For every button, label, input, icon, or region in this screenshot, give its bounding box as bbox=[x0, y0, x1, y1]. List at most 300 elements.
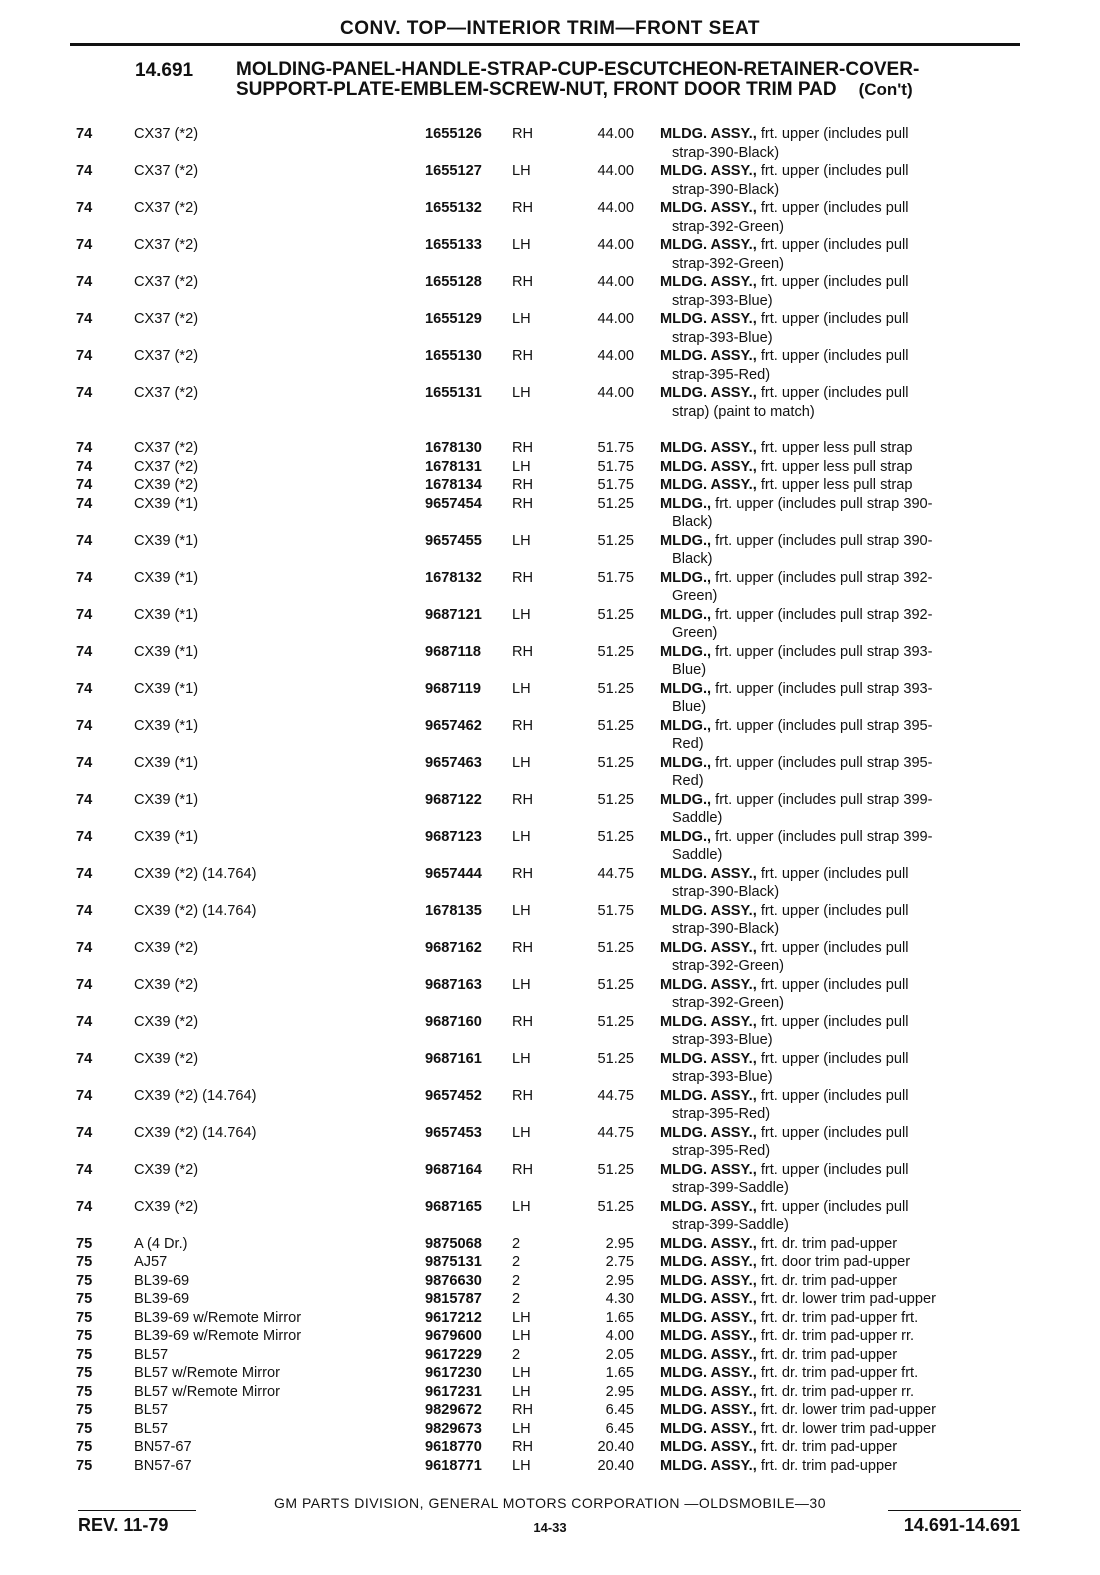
footer-publisher: GM PARTS DIVISION, GENERAL MOTORS CORPORATION —OLDSMOBILE—30 bbox=[274, 1495, 826, 1511]
description-line bbox=[660, 458, 1022, 477]
part-description bbox=[660, 939, 1022, 976]
table-row bbox=[0, 606, 1100, 643]
description-detail: frt. dr. trim pad-upper bbox=[760, 1439, 898, 1455]
model-usage: CX37 (*2) bbox=[134, 458, 199, 475]
description-detail: frt. dr. trim pad-upper rr. bbox=[760, 1328, 915, 1344]
list-price: 44.00 bbox=[597, 348, 634, 364]
description-name: MLDG. ASSY., bbox=[660, 1383, 757, 1400]
description-continuation: strap-393-Blue) bbox=[672, 292, 773, 309]
description-continuation: strap-392-Green) bbox=[672, 218, 784, 235]
description-line bbox=[660, 865, 1022, 884]
description-name: MLDG. ASSY., bbox=[660, 311, 757, 327]
side-quantity: RH bbox=[512, 1161, 534, 1178]
model-usage: BL57 bbox=[134, 1420, 169, 1437]
model-usage: CX39 (*1) bbox=[134, 606, 199, 623]
side-quantity: RH bbox=[512, 495, 534, 512]
model-usage: BN57-67 bbox=[134, 1457, 192, 1474]
table-row bbox=[0, 976, 1100, 1013]
list-price: 2.75 bbox=[605, 1254, 634, 1270]
part-description bbox=[660, 532, 1022, 569]
description-name: MLDG. ASSY., bbox=[660, 1272, 757, 1289]
part-number: 1655131 bbox=[425, 385, 482, 401]
description-continuation: Red) bbox=[672, 736, 704, 752]
list-price: 51.25 bbox=[597, 717, 634, 734]
description-detail: frt. upper (includes pull bbox=[760, 1198, 909, 1215]
illustration-key: 75 bbox=[76, 1291, 93, 1307]
part-number: 9815787 bbox=[425, 1291, 482, 1307]
description-name: MLDG. ASSY., bbox=[660, 1235, 757, 1252]
description-detail: frt. dr. lower trim pad-upper bbox=[760, 1291, 937, 1307]
part-description bbox=[660, 439, 1022, 458]
description-line bbox=[660, 1438, 1022, 1457]
list-price: 44.00 bbox=[597, 274, 634, 290]
list-price: 6.45 bbox=[605, 1420, 634, 1437]
description-name: MLDG. ASSY., bbox=[660, 274, 757, 290]
model-usage: CX39 (*1) bbox=[134, 569, 199, 586]
description-detail: frt. dr. trim pad-upper rr. bbox=[760, 1383, 915, 1400]
side-quantity: 2 bbox=[512, 1254, 521, 1270]
description-detail: frt. upper (includes pull bbox=[760, 237, 909, 253]
table-row bbox=[0, 828, 1100, 865]
side-quantity: LH bbox=[512, 828, 531, 845]
illustration-key: 75 bbox=[76, 1272, 93, 1289]
description-line bbox=[660, 791, 1022, 810]
description-detail: frt. dr. lower trim pad-upper bbox=[760, 1420, 937, 1437]
list-price: 2.95 bbox=[605, 1235, 634, 1252]
description-line bbox=[660, 680, 1022, 699]
description-continuation: Blue) bbox=[672, 662, 707, 678]
part-description bbox=[660, 347, 1022, 384]
part-description bbox=[660, 1013, 1022, 1050]
part-description bbox=[660, 1198, 1022, 1235]
illustration-key: 74 bbox=[76, 1161, 93, 1178]
side-quantity: RH bbox=[512, 643, 534, 660]
description-line bbox=[660, 1124, 1022, 1143]
table-row bbox=[0, 902, 1100, 939]
side-quantity: LH bbox=[512, 1328, 531, 1344]
description-line bbox=[660, 1235, 1022, 1254]
description-continuation: Green) bbox=[672, 625, 718, 641]
list-price: 2.05 bbox=[605, 1346, 634, 1363]
description-detail: frt. upper (includes pull bbox=[760, 311, 909, 327]
table-row bbox=[0, 1364, 1100, 1383]
table-row bbox=[0, 1309, 1100, 1328]
side-quantity: LH bbox=[512, 1050, 531, 1067]
side-quantity: LH bbox=[512, 606, 531, 623]
model-usage: CX37 (*2) bbox=[134, 311, 199, 327]
description-name: MLDG. ASSY., bbox=[660, 939, 757, 956]
table-row bbox=[0, 1438, 1100, 1457]
description-name: MLDG. ASSY., bbox=[660, 477, 757, 493]
model-usage: CX39 (*2) bbox=[134, 939, 199, 956]
part-number: 1678130 bbox=[425, 440, 482, 456]
description-detail: frt. upper (includes pull bbox=[760, 865, 909, 882]
model-usage: BL39-69 bbox=[134, 1291, 190, 1307]
part-description bbox=[660, 754, 1022, 791]
part-number: 9618770 bbox=[425, 1439, 482, 1455]
table-row bbox=[0, 791, 1100, 828]
table-row bbox=[0, 347, 1100, 384]
model-usage: BL39-69 w/Remote Mirror bbox=[134, 1328, 302, 1344]
description-line bbox=[660, 643, 1022, 662]
side-quantity: RH bbox=[512, 569, 534, 586]
model-usage: CX37 (*2) bbox=[134, 126, 199, 142]
part-description bbox=[660, 865, 1022, 902]
description-continuation: Black) bbox=[672, 514, 713, 530]
table-row bbox=[0, 1198, 1100, 1235]
part-description bbox=[660, 125, 1022, 162]
description-continuation: Black) bbox=[672, 551, 713, 567]
description-continuation: strap-393-Blue) bbox=[672, 329, 773, 346]
description-line bbox=[660, 162, 1022, 181]
table-row bbox=[0, 1253, 1100, 1272]
part-number: 1655129 bbox=[425, 311, 482, 327]
side-quantity: 2 bbox=[512, 1235, 521, 1252]
part-description bbox=[660, 1124, 1022, 1161]
part-number: 9657444 bbox=[425, 865, 482, 882]
description-line bbox=[660, 199, 1022, 218]
illustration-key: 74 bbox=[76, 274, 93, 290]
side-quantity: RH bbox=[512, 791, 534, 808]
illustration-key: 75 bbox=[76, 1235, 93, 1252]
description-detail: frt. dr. lower trim pad-upper bbox=[760, 1402, 937, 1418]
group-title-text: MOLDING-PANEL-HANDLE-STRAP-CUP-ESCUTCHEON-RETAINER-COVER-SUPPORT-PLATE-EMBLEM-SCREW-NUT, FRONT DOOR TRIM PAD bbox=[236, 59, 920, 100]
part-number: 1655132 bbox=[425, 200, 482, 216]
part-number: 1655133 bbox=[425, 237, 482, 253]
description-line bbox=[660, 1087, 1022, 1106]
part-description bbox=[660, 273, 1022, 310]
part-number: 9687119 bbox=[425, 680, 482, 697]
description-line bbox=[660, 532, 1022, 551]
description-detail: frt. upper (includes pull bbox=[760, 126, 909, 142]
illustration-key: 74 bbox=[76, 200, 93, 216]
part-number: 9679600 bbox=[425, 1328, 482, 1344]
model-usage: CX37 (*2) bbox=[134, 237, 199, 253]
table-row bbox=[0, 1327, 1100, 1346]
part-number: 9618771 bbox=[425, 1457, 482, 1474]
description-detail: frt. upper (includes pull strap 399- bbox=[715, 828, 933, 845]
revision-label: REV. 11-79 bbox=[78, 1515, 169, 1535]
illustration-key: 75 bbox=[76, 1439, 93, 1455]
page-title: CONV. TOP—INTERIOR TRIM—FRONT SEAT bbox=[340, 18, 760, 39]
description-detail: frt. upper (includes pull strap 392- bbox=[715, 606, 933, 623]
side-quantity: RH bbox=[512, 717, 534, 734]
part-number: 1655126 bbox=[425, 126, 482, 142]
description-name: MLDG. ASSY., bbox=[660, 1346, 757, 1363]
description-name: MLDG. ASSY., bbox=[660, 1198, 757, 1215]
description-line bbox=[660, 273, 1022, 292]
side-quantity: LH bbox=[512, 1457, 531, 1474]
part-description bbox=[660, 384, 1022, 421]
illustration-key: 74 bbox=[76, 569, 93, 586]
description-continuation: strap-393-Blue) bbox=[672, 1032, 773, 1048]
model-usage: CX39 (*1) bbox=[134, 754, 199, 771]
list-price: 51.25 bbox=[597, 1198, 634, 1215]
description-continuation: Saddle) bbox=[672, 847, 723, 863]
table-row bbox=[0, 680, 1100, 717]
model-usage: CX37 (*2) bbox=[134, 385, 199, 401]
description-continuation: strap-395-Red) bbox=[672, 1106, 771, 1122]
illustration-key: 74 bbox=[76, 348, 93, 364]
illustration-key: 75 bbox=[76, 1365, 93, 1381]
list-price: 44.00 bbox=[597, 126, 634, 142]
description-name: MLDG. ASSY., bbox=[660, 1254, 757, 1270]
description-detail: frt. door trim pad-upper bbox=[760, 1254, 911, 1270]
description-line bbox=[660, 828, 1022, 847]
description-name: MLDG., bbox=[660, 643, 712, 660]
side-quantity: LH bbox=[512, 532, 531, 549]
description-line bbox=[660, 236, 1022, 255]
description-detail: frt. dr. trim pad-upper bbox=[760, 1457, 898, 1474]
model-usage: CX39 (*1) bbox=[134, 532, 199, 549]
model-usage: A (4 Dr.) bbox=[134, 1235, 188, 1252]
model-usage: CX39 (*2) bbox=[134, 1050, 199, 1067]
list-price: 51.25 bbox=[597, 680, 634, 697]
part-description bbox=[660, 1050, 1022, 1087]
table-row bbox=[0, 1401, 1100, 1420]
description-line bbox=[660, 569, 1022, 588]
description-detail: frt. upper (includes pull bbox=[760, 163, 909, 179]
model-usage: CX39 (*2) (14.764) bbox=[134, 1124, 257, 1141]
model-usage: CX37 (*2) bbox=[134, 200, 199, 216]
list-price: 51.25 bbox=[597, 532, 634, 549]
list-price: 44.00 bbox=[597, 385, 634, 401]
description-name: MLDG. ASSY., bbox=[660, 385, 757, 401]
description-line bbox=[660, 606, 1022, 625]
illustration-key: 74 bbox=[76, 495, 93, 512]
description-name: MLDG. ASSY., bbox=[660, 1291, 757, 1307]
description-name: MLDG., bbox=[660, 495, 712, 512]
side-quantity: LH bbox=[512, 458, 531, 475]
part-description bbox=[660, 1420, 1022, 1439]
description-continuation: strap-395-Red) bbox=[672, 1143, 771, 1159]
part-description bbox=[660, 680, 1022, 717]
list-price: 2.95 bbox=[605, 1272, 634, 1289]
list-price: 1.65 bbox=[605, 1309, 634, 1326]
description-line bbox=[660, 1383, 1022, 1402]
description-line bbox=[660, 1290, 1022, 1309]
table-row bbox=[0, 495, 1100, 532]
part-number: 9875068 bbox=[425, 1235, 482, 1252]
description-continuation: strap-399-Saddle) bbox=[672, 1217, 789, 1233]
description-detail: frt. upper less pull strap bbox=[760, 458, 913, 475]
description-name: MLDG. ASSY., bbox=[660, 1309, 757, 1326]
table-row bbox=[0, 569, 1100, 606]
table-row bbox=[0, 1050, 1100, 1087]
part-description bbox=[660, 569, 1022, 606]
part-description bbox=[660, 1457, 1022, 1476]
list-price: 51.25 bbox=[597, 939, 634, 956]
list-price: 4.30 bbox=[605, 1291, 634, 1307]
description-name: MLDG. ASSY., bbox=[660, 237, 757, 253]
group-range: 14.691-14.691 bbox=[903, 1515, 1020, 1535]
parts-list bbox=[0, 125, 1100, 1475]
table-row bbox=[0, 1346, 1100, 1365]
list-price: 51.25 bbox=[597, 643, 634, 660]
model-usage: CX39 (*1) bbox=[134, 680, 199, 697]
list-price: 51.25 bbox=[597, 828, 634, 845]
illustration-key: 75 bbox=[76, 1309, 93, 1326]
description-name: MLDG. ASSY., bbox=[660, 348, 757, 364]
part-description bbox=[660, 1253, 1022, 1272]
table-row bbox=[0, 310, 1100, 347]
description-continuation: strap-390-Black) bbox=[672, 921, 780, 937]
description-line bbox=[660, 1272, 1022, 1291]
part-number: 9657454 bbox=[425, 495, 482, 512]
description-line bbox=[660, 1253, 1022, 1272]
description-line bbox=[660, 717, 1022, 736]
side-quantity: LH bbox=[512, 680, 531, 697]
part-description bbox=[660, 162, 1022, 199]
description-detail: frt. dr. trim pad-upper bbox=[760, 1346, 898, 1363]
description-detail: frt. upper (includes pull bbox=[760, 1124, 909, 1141]
description-name: MLDG., bbox=[660, 569, 712, 586]
description-line bbox=[660, 1364, 1022, 1383]
description-name: MLDG. ASSY., bbox=[660, 1439, 757, 1455]
part-description bbox=[660, 1235, 1022, 1254]
side-quantity: RH bbox=[512, 274, 534, 290]
part-number: 1655127 bbox=[425, 163, 482, 179]
part-number: 9687165 bbox=[425, 1198, 482, 1215]
model-usage: CX39 (*2) (14.764) bbox=[134, 865, 257, 882]
model-usage: BN57-67 bbox=[134, 1439, 192, 1455]
part-description bbox=[660, 1087, 1022, 1124]
model-usage: BL39-69 bbox=[134, 1272, 190, 1289]
model-usage: BL57 bbox=[134, 1402, 169, 1418]
description-detail: frt. upper (includes pull bbox=[760, 902, 909, 919]
description-name: MLDG. ASSY., bbox=[660, 902, 757, 919]
description-detail: frt. upper (includes pull bbox=[760, 274, 909, 290]
part-description bbox=[660, 1309, 1022, 1328]
description-name: MLDG. ASSY., bbox=[660, 1087, 757, 1104]
description-detail: frt. upper less pull strap bbox=[760, 477, 913, 493]
part-number: 9876630 bbox=[425, 1272, 482, 1289]
illustration-key: 75 bbox=[76, 1254, 93, 1270]
description-detail: frt. upper (includes pull bbox=[760, 385, 909, 401]
table-row bbox=[0, 1290, 1100, 1309]
description-continuation: strap-390-Black) bbox=[672, 884, 780, 900]
model-usage: CX39 (*2) (14.764) bbox=[134, 1087, 257, 1104]
side-quantity: LH bbox=[512, 237, 531, 253]
part-number: 9687161 bbox=[425, 1050, 482, 1067]
list-price: 4.00 bbox=[605, 1328, 634, 1344]
description-continuation: strap-392-Green) bbox=[672, 995, 784, 1011]
table-row bbox=[0, 199, 1100, 236]
side-quantity: 2 bbox=[512, 1346, 521, 1363]
illustration-key: 74 bbox=[76, 902, 93, 919]
table-row bbox=[0, 643, 1100, 680]
part-number: 9657455 bbox=[425, 532, 482, 549]
side-quantity: LH bbox=[512, 1124, 531, 1141]
description-detail: frt. upper (includes pull bbox=[760, 200, 909, 216]
description-continuation: strap-390-Black) bbox=[672, 144, 780, 161]
illustration-key: 74 bbox=[76, 791, 93, 808]
illustration-key: 74 bbox=[76, 237, 93, 253]
description-detail: frt. upper (includes pull strap 390- bbox=[715, 495, 933, 512]
description-line bbox=[660, 476, 1022, 495]
illustration-key: 74 bbox=[76, 532, 93, 549]
part-description bbox=[660, 1438, 1022, 1457]
part-number: 9617229 bbox=[425, 1346, 482, 1363]
part-number: 1655130 bbox=[425, 348, 482, 364]
part-number: 9617231 bbox=[425, 1383, 482, 1400]
illustration-key: 75 bbox=[76, 1346, 93, 1363]
group-title bbox=[236, 60, 996, 100]
side-quantity: RH bbox=[512, 440, 534, 456]
model-usage: BL57 bbox=[134, 1346, 169, 1363]
model-usage: CX37 (*2) bbox=[134, 274, 199, 290]
part-description bbox=[660, 1327, 1022, 1346]
side-quantity: 2 bbox=[512, 1272, 521, 1289]
list-price: 51.25 bbox=[597, 1050, 634, 1067]
illustration-key: 74 bbox=[76, 828, 93, 845]
part-number: 9829673 bbox=[425, 1420, 482, 1437]
table-row bbox=[0, 1383, 1100, 1402]
row-spacer bbox=[0, 421, 1100, 439]
part-description bbox=[660, 310, 1022, 347]
description-name: MLDG. ASSY., bbox=[660, 1013, 757, 1030]
side-quantity: LH bbox=[512, 163, 531, 179]
part-description bbox=[660, 1401, 1022, 1420]
part-description bbox=[660, 1161, 1022, 1198]
model-usage: BL39-69 w/Remote Mirror bbox=[134, 1309, 302, 1326]
description-continuation: Saddle) bbox=[672, 810, 723, 826]
list-price: 51.25 bbox=[597, 1013, 634, 1030]
table-row bbox=[0, 439, 1100, 458]
description-line bbox=[660, 976, 1022, 995]
model-usage: CX39 (*1) bbox=[134, 643, 199, 660]
description-continuation: strap) (paint to match) bbox=[672, 403, 815, 420]
description-name: MLDG., bbox=[660, 680, 712, 697]
side-quantity: RH bbox=[512, 126, 534, 142]
part-description bbox=[660, 606, 1022, 643]
side-quantity: RH bbox=[512, 200, 534, 216]
description-name: MLDG. ASSY., bbox=[660, 976, 757, 993]
illustration-key: 74 bbox=[76, 1124, 93, 1141]
description-line bbox=[660, 347, 1022, 366]
part-number: 1655128 bbox=[425, 274, 482, 290]
illustration-key: 74 bbox=[76, 477, 93, 493]
description-name: MLDG. ASSY., bbox=[660, 1365, 757, 1381]
list-price: 20.40 bbox=[597, 1457, 634, 1474]
model-usage: CX39 (*2) bbox=[134, 1198, 199, 1215]
illustration-key: 74 bbox=[76, 680, 93, 697]
description-line bbox=[660, 939, 1022, 958]
part-number: 9657452 bbox=[425, 1087, 482, 1104]
description-continuation: strap-393-Blue) bbox=[672, 1069, 773, 1085]
model-usage: BL57 w/Remote Mirror bbox=[134, 1365, 280, 1381]
part-description bbox=[660, 1364, 1022, 1383]
description-line bbox=[660, 125, 1022, 144]
description-continuation: Blue) bbox=[672, 699, 707, 715]
part-description bbox=[660, 717, 1022, 754]
illustration-key: 74 bbox=[76, 1087, 93, 1104]
side-quantity: RH bbox=[512, 1439, 534, 1455]
part-description bbox=[660, 199, 1022, 236]
list-price: 51.75 bbox=[597, 440, 634, 456]
part-number: 9829672 bbox=[425, 1402, 482, 1418]
description-name: MLDG., bbox=[660, 606, 712, 623]
illustration-key: 74 bbox=[76, 606, 93, 623]
part-number: 9687121 bbox=[425, 606, 482, 623]
illustration-key: 74 bbox=[76, 1013, 93, 1030]
table-row bbox=[0, 236, 1100, 273]
part-number: 9617212 bbox=[425, 1309, 482, 1326]
model-usage: AJ57 bbox=[134, 1254, 168, 1270]
side-quantity: LH bbox=[512, 1309, 531, 1326]
model-usage: CX39 (*1) bbox=[134, 717, 199, 734]
illustration-key: 74 bbox=[76, 440, 93, 456]
